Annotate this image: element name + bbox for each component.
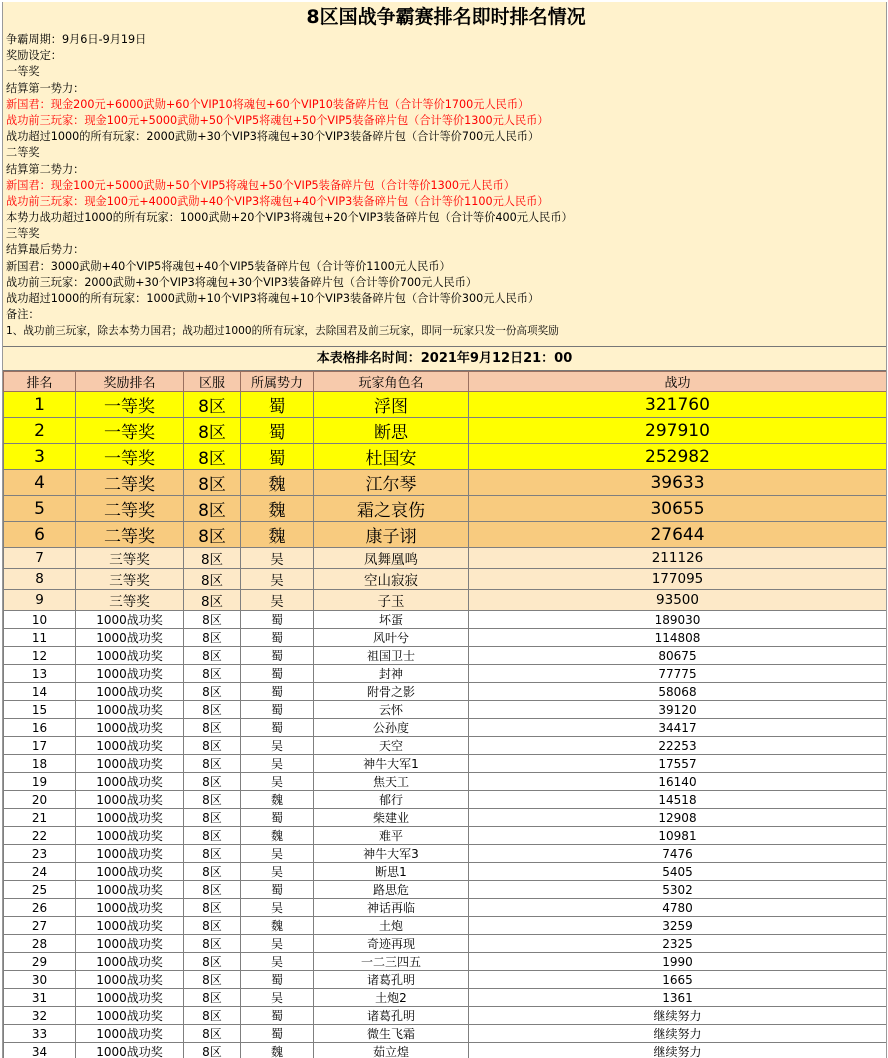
col-header-merit: 战功 [469,372,887,392]
server-cell: 8区 [184,971,241,989]
col-header-rank: 排名 [4,372,76,392]
prize-cell: 二等奖 [76,496,184,522]
server-cell: 8区 [184,522,241,548]
rank-cell: 32 [4,1007,76,1025]
table-row [4,548,887,569]
faction-cell: 魏 [241,917,314,935]
prize-cell: 1000战功奖 [76,863,184,881]
table-row [4,737,887,755]
faction-cell: 蜀 [241,1007,314,1025]
rank-cell: 5 [4,496,76,522]
server-cell: 8区 [184,791,241,809]
prize-cell: 1000战功奖 [76,773,184,791]
merit-cell: 4780 [469,899,887,917]
faction-cell: 蜀 [241,647,314,665]
faction-cell: 蜀 [241,444,314,470]
prize-cell: 1000战功奖 [76,647,184,665]
faction-cell: 蜀 [241,719,314,737]
faction-cell: 吴 [241,845,314,863]
table-row [4,719,887,737]
table-row [4,971,887,989]
player-name-cell: 断思1 [314,863,469,881]
prize-cell: 1000战功奖 [76,791,184,809]
reward-description [6,32,886,340]
server-cell: 8区 [184,647,241,665]
merit-cell: 58068 [469,683,887,701]
faction-cell: 蜀 [241,809,314,827]
prize-cell: 1000战功奖 [76,881,184,899]
info-line: 本势力战功超过1000的所有玩家：1000武勋+20个VIP3将魂包+20个VIP3装备碎片包（合计等价400元人民币） [6,211,573,225]
player-name-cell: 难平 [314,827,469,845]
info-line: 战功超过1000的所有玩家：2000武勋+30个VIP3将魂包+30个VIP3装备碎片包（合计等价700元人民币） [6,130,540,144]
table-row [4,863,887,881]
table-row [4,791,887,809]
faction-cell: 吴 [241,899,314,917]
player-name-cell: 断思 [314,418,469,444]
prize-cell: 1000战功奖 [76,917,184,935]
merit-cell: 7476 [469,845,887,863]
table-row [4,665,887,683]
rank-cell: 1 [4,392,76,418]
prize-cell: 1000战功奖 [76,953,184,971]
prize-cell: 1000战功奖 [76,737,184,755]
server-cell: 8区 [184,665,241,683]
server-cell: 8区 [184,935,241,953]
info-line: 备注： [6,308,40,322]
player-name-cell: 封神 [314,665,469,683]
prize-cell: 1000战功奖 [76,809,184,827]
faction-cell: 魏 [241,470,314,496]
table-row [4,683,887,701]
prize-cell: 1000战功奖 [76,629,184,647]
server-cell: 8区 [184,444,241,470]
table-row [4,899,887,917]
table-row [4,953,887,971]
player-name-cell: 焦天工 [314,773,469,791]
prize-cell: 1000战功奖 [76,971,184,989]
server-cell: 8区 [184,899,241,917]
player-name-cell: 奇迹再现 [314,935,469,953]
player-name-cell: 杜国安 [314,444,469,470]
merit-cell: 14518 [469,791,887,809]
col-header-player-name: 玩家角色名 [314,372,469,392]
prize-cell: 一等奖 [76,392,184,418]
prize-cell: 1000战功奖 [76,1007,184,1025]
info-line: 战功前三玩家：现金100元+5000武勋+50个VIP5将魂包+50个VIP5装备碎片包（合计等价1300元人民币） [6,113,549,127]
server-cell: 8区 [184,719,241,737]
player-name-cell: 霜之哀伤 [314,496,469,522]
col-header-prize: 奖励排名 [76,372,184,392]
prize-cell: 1000战功奖 [76,935,184,953]
info-line: 一等奖 [6,65,40,79]
merit-cell: 34417 [469,719,887,737]
info-line: 结算最后势力： [6,243,85,257]
server-cell: 8区 [184,590,241,611]
info-line: 结算第二势力： [6,162,85,176]
rank-cell: 28 [4,935,76,953]
server-cell: 8区 [184,701,241,719]
server-cell: 8区 [184,683,241,701]
table-row [4,845,887,863]
server-cell: 8区 [184,496,241,522]
merit-cell: 1990 [469,953,887,971]
merit-cell: 114808 [469,629,887,647]
merit-cell: 177095 [469,569,887,590]
info-section [3,2,886,347]
faction-cell: 蜀 [241,701,314,719]
faction-cell: 蜀 [241,683,314,701]
table-row [4,809,887,827]
faction-cell: 魏 [241,827,314,845]
rank-cell: 12 [4,647,76,665]
server-cell: 8区 [184,845,241,863]
player-name-cell: 一二三四五 [314,953,469,971]
merit-cell: 10981 [469,827,887,845]
player-name-cell: 神牛大军3 [314,845,469,863]
faction-cell: 魏 [241,496,314,522]
merit-cell: 继续努力 [469,1007,887,1025]
table-row [4,444,887,470]
prize-cell: 1000战功奖 [76,611,184,629]
server-cell: 8区 [184,1025,241,1043]
rank-cell: 15 [4,701,76,719]
player-name-cell: 微生飞霜 [314,1025,469,1043]
merit-cell: 2325 [469,935,887,953]
faction-cell: 魏 [241,522,314,548]
player-name-cell: 凤舞凰鸣 [314,548,469,569]
table-row [4,755,887,773]
server-cell: 8区 [184,755,241,773]
prize-cell: 1000战功奖 [76,701,184,719]
player-name-cell: 江尔琴 [314,470,469,496]
merit-cell: 5302 [469,881,887,899]
table-header-row [4,372,887,392]
merit-cell: 321760 [469,392,887,418]
faction-cell: 吴 [241,935,314,953]
rank-cell: 18 [4,755,76,773]
prize-cell: 1000战功奖 [76,683,184,701]
player-name-cell: 子玉 [314,590,469,611]
prize-cell: 1000战功奖 [76,1025,184,1043]
table-row [4,827,887,845]
table-row [4,569,887,590]
server-cell: 8区 [184,881,241,899]
rank-cell: 16 [4,719,76,737]
player-name-cell: 神牛大军1 [314,755,469,773]
faction-cell: 蜀 [241,881,314,899]
rank-cell: 4 [4,470,76,496]
rank-cell: 10 [4,611,76,629]
merit-cell: 12908 [469,809,887,827]
info-line: 三等奖 [6,227,40,241]
player-name-cell: 神话再临 [314,899,469,917]
info-line: 1、战功前三玩家，除去本势力国君；战功超过1000的所有玩家，去除国君及前三玩家，即同一玩家只发一份高项奖励 [6,325,559,338]
merit-cell: 80675 [469,647,887,665]
table-row [4,522,887,548]
prize-cell: 1000战功奖 [76,755,184,773]
server-cell: 8区 [184,392,241,418]
player-name-cell: 路思危 [314,881,469,899]
merit-cell: 16140 [469,773,887,791]
player-name-cell: 祖国卫士 [314,647,469,665]
faction-cell: 吴 [241,548,314,569]
player-name-cell: 云怀 [314,701,469,719]
faction-cell: 吴 [241,755,314,773]
rank-cell: 23 [4,845,76,863]
player-name-cell: 诸葛孔明 [314,971,469,989]
player-name-cell: 附骨之影 [314,683,469,701]
faction-cell: 吴 [241,953,314,971]
faction-cell: 蜀 [241,392,314,418]
rank-cell: 22 [4,827,76,845]
player-name-cell: 公孙度 [314,719,469,737]
table-row [4,1025,887,1043]
prize-cell: 一等奖 [76,418,184,444]
player-name-cell: 空山寂寂 [314,569,469,590]
server-cell: 8区 [184,917,241,935]
prize-cell: 1000战功奖 [76,665,184,683]
table-row [4,701,887,719]
table-row [4,629,887,647]
info-line: 争霸周期：9月6日-9月19日 [6,33,147,46]
player-name-cell: 风叶兮 [314,629,469,647]
info-line: 新国君：现金200元+6000武勋+60个VIP10将魂包+60个VIP10装备碎片包（合计等价1700元人民币） [6,97,530,111]
faction-cell: 吴 [241,737,314,755]
merit-cell: 39120 [469,701,887,719]
faction-cell: 魏 [241,791,314,809]
info-line: 战功超过1000的所有玩家：1000武勋+10个VIP3将魂包+10个VIP3装备碎片包（合计等价300元人民币） [6,292,540,305]
player-name-cell: 土炮 [314,917,469,935]
merit-cell: 1665 [469,971,887,989]
info-line: 结算第一势力： [6,81,85,95]
player-name-cell: 土炮2 [314,989,469,1007]
info-line: 战功前三玩家：2000武勋+30个VIP3将魂包+30个VIP3装备碎片包（合计等价700元人民币） [6,275,478,289]
player-name-cell: 康子诩 [314,522,469,548]
server-cell: 8区 [184,1043,241,1058]
merit-cell: 17557 [469,755,887,773]
col-header-server: 区服 [184,372,241,392]
rank-cell: 27 [4,917,76,935]
player-name-cell: 诸葛孔明 [314,1007,469,1025]
player-name-cell: 柴建业 [314,809,469,827]
server-cell: 8区 [184,611,241,629]
rank-cell: 7 [4,548,76,569]
faction-cell: 蜀 [241,971,314,989]
server-cell: 8区 [184,1007,241,1025]
table-row [4,1007,887,1025]
prize-cell: 1000战功奖 [76,827,184,845]
rank-cell: 21 [4,809,76,827]
table-row [4,647,887,665]
server-cell: 8区 [184,629,241,647]
server-cell: 8区 [184,548,241,569]
server-cell: 8区 [184,989,241,1007]
server-cell: 8区 [184,863,241,881]
merit-cell: 252982 [469,444,887,470]
merit-cell: 继续努力 [469,1043,887,1058]
prize-cell: 1000战功奖 [76,1043,184,1058]
merit-cell: 5405 [469,863,887,881]
server-cell: 8区 [184,569,241,590]
merit-cell: 297910 [469,418,887,444]
faction-cell: 吴 [241,590,314,611]
table-row [4,1043,887,1058]
rank-cell: 9 [4,590,76,611]
rank-cell: 25 [4,881,76,899]
prize-cell: 1000战功奖 [76,719,184,737]
faction-cell: 蜀 [241,1025,314,1043]
rank-cell: 6 [4,522,76,548]
ranking-table [3,371,887,1058]
rank-cell: 3 [4,444,76,470]
table-row [4,496,887,522]
table-row [4,881,887,899]
rank-cell: 19 [4,773,76,791]
rank-cell: 29 [4,953,76,971]
merit-cell: 继续努力 [469,1025,887,1043]
merit-cell: 211126 [469,548,887,569]
info-line: 奖励设定： [6,49,62,63]
server-cell: 8区 [184,809,241,827]
rank-cell: 26 [4,899,76,917]
server-cell: 8区 [184,470,241,496]
info-line: 新国君：3000武勋+40个VIP5将魂包+40个VIP5装备碎片包（合计等价1100元人民币） [6,259,451,273]
table-row [4,917,887,935]
faction-cell: 蜀 [241,611,314,629]
faction-cell: 蜀 [241,629,314,647]
table-row [4,470,887,496]
rank-cell: 33 [4,1025,76,1043]
rank-cell: 31 [4,989,76,1007]
prize-cell: 1000战功奖 [76,899,184,917]
table-row [4,773,887,791]
table-row [4,590,887,611]
prize-cell: 二等奖 [76,470,184,496]
player-name-cell: 浮图 [314,392,469,418]
faction-cell: 蜀 [241,418,314,444]
rank-cell: 17 [4,737,76,755]
faction-cell: 吴 [241,989,314,1007]
merit-cell: 77775 [469,665,887,683]
rank-cell: 13 [4,665,76,683]
info-line: 战功前三玩家：现金100元+4000武勋+40个VIP3将魂包+40个VIP3装备碎片包（合计等价1100元人民币） [6,194,549,208]
player-name-cell: 茹立煌 [314,1043,469,1058]
rank-cell: 20 [4,791,76,809]
table-row [4,989,887,1007]
prize-cell: 三等奖 [76,548,184,569]
faction-cell: 吴 [241,569,314,590]
info-line: 新国君：现金100元+5000武勋+50个VIP5将魂包+50个VIP5装备碎片包（合计等价1300元人民币） [6,178,515,192]
player-name-cell: 天空 [314,737,469,755]
merit-cell: 3259 [469,917,887,935]
player-name-cell: 郁行 [314,791,469,809]
prize-cell: 一等奖 [76,444,184,470]
merit-cell: 27644 [469,522,887,548]
player-name-cell: 坏蛋 [314,611,469,629]
table-row [4,611,887,629]
rank-cell: 14 [4,683,76,701]
table-row [4,392,887,418]
faction-cell: 吴 [241,863,314,881]
prize-cell: 1000战功奖 [76,845,184,863]
merit-cell: 39633 [469,470,887,496]
faction-cell: 吴 [241,773,314,791]
table-row [4,418,887,444]
merit-cell: 1361 [469,989,887,1007]
rank-cell: 24 [4,863,76,881]
faction-cell: 魏 [241,1043,314,1058]
merit-cell: 22253 [469,737,887,755]
server-cell: 8区 [184,773,241,791]
server-cell: 8区 [184,827,241,845]
merit-cell: 93500 [469,590,887,611]
rank-cell: 30 [4,971,76,989]
rank-cell: 8 [4,569,76,590]
faction-cell: 蜀 [241,665,314,683]
prize-cell: 二等奖 [76,522,184,548]
table-row [4,935,887,953]
prize-cell: 三等奖 [76,590,184,611]
col-header-faction: 所属势力 [241,372,314,392]
rank-cell: 2 [4,418,76,444]
prize-cell: 三等奖 [76,569,184,590]
rank-cell: 11 [4,629,76,647]
spreadsheet [2,2,887,1058]
info-line: 二等奖 [6,146,40,160]
page-title: 8区国战争霸赛排名即时排名情况 [306,6,586,28]
server-cell: 8区 [184,737,241,755]
server-cell: 8区 [184,418,241,444]
server-cell: 8区 [184,953,241,971]
rank-cell: 34 [4,1043,76,1058]
merit-cell: 189030 [469,611,887,629]
merit-cell: 30655 [469,496,887,522]
ranking-time: 本表格排名时间：2021年9月12日21：00 [3,347,886,371]
prize-cell: 1000战功奖 [76,989,184,1007]
